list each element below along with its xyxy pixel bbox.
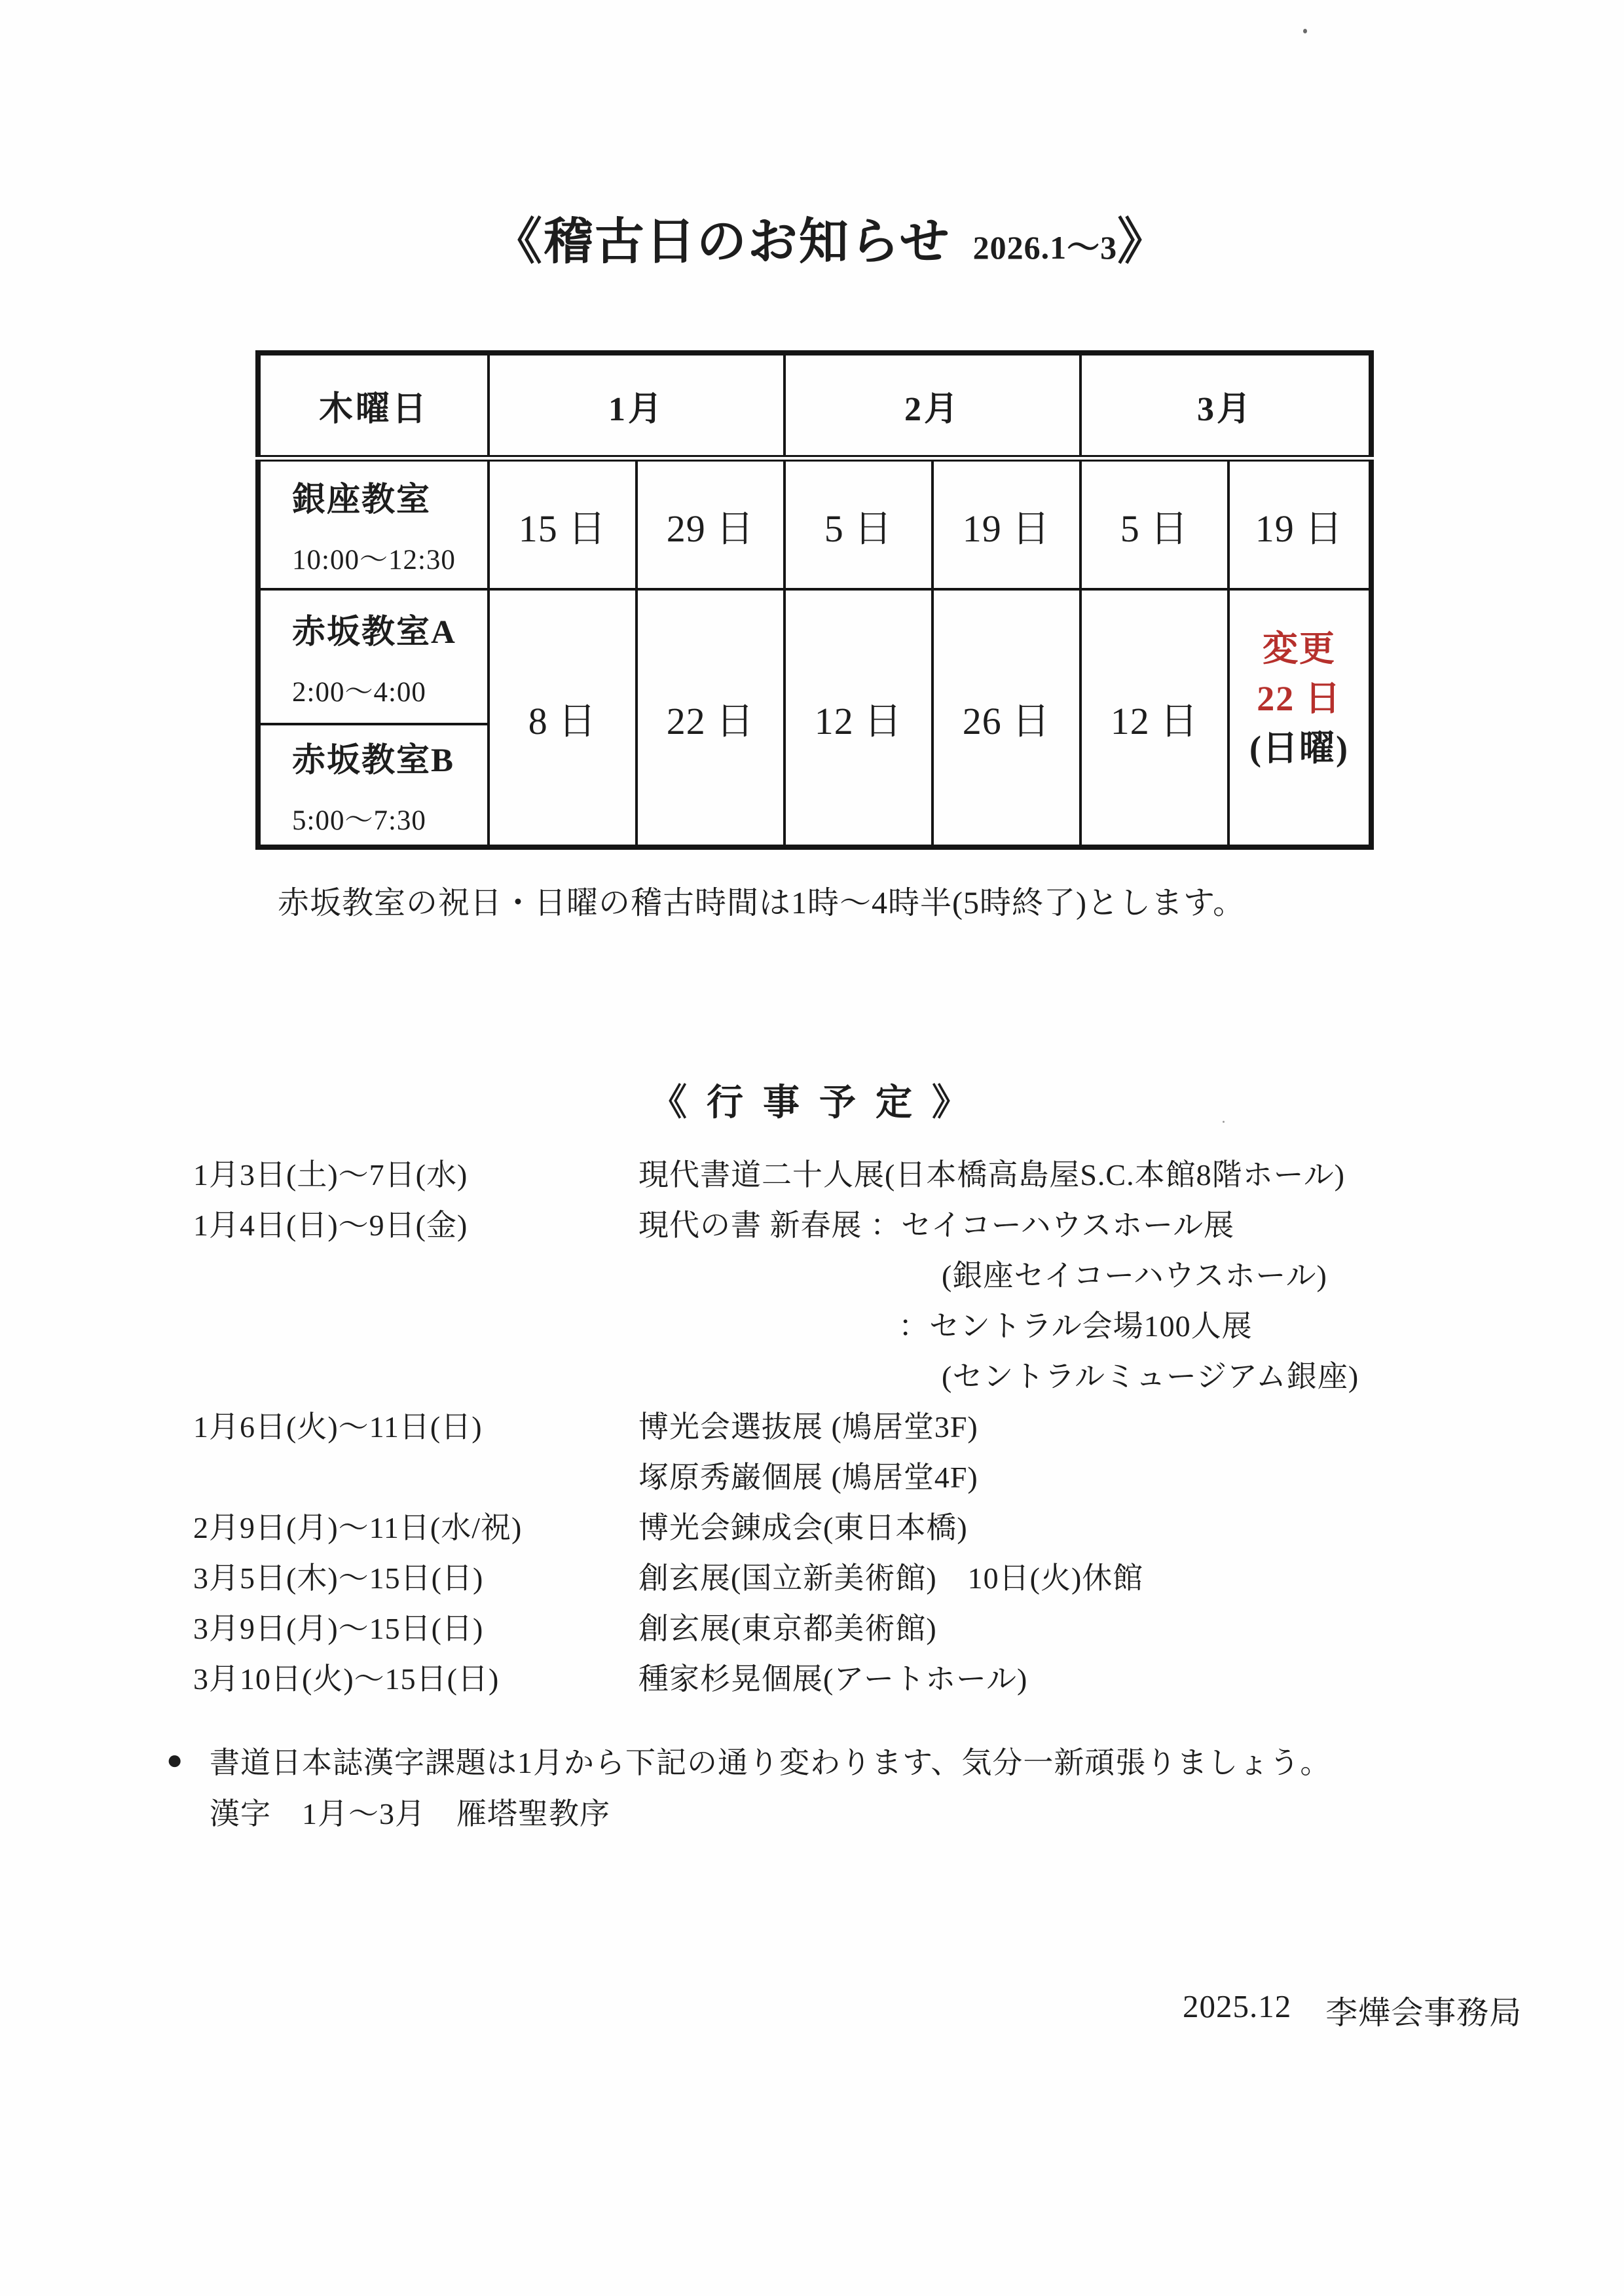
footer-organization: 李燁会事務局 (1325, 1995, 1522, 2031)
event-row (0, 1651, 1624, 1702)
event-description: 現代の書 新春展 ：セイコーハウスホール展 (638, 1208, 1235, 1242)
event-date: 1月3日(土)～7日(水) (193, 1157, 468, 1192)
event-date: 3月9日(月)～15日(日) (193, 1611, 484, 1645)
room-label-akasaka-a (258, 589, 489, 724)
change-day: 22 日 (1257, 679, 1342, 718)
room-time: 2:00～4:00 (292, 676, 426, 708)
title-close-bracket: 》 (1117, 215, 1169, 270)
event-row (0, 1601, 1624, 1651)
event-description: 種家杉晃個展(アートホール) (638, 1662, 1028, 1696)
events-heading: 《 行 事 予 定 》 (650, 1083, 974, 1123)
table-row-ginza (258, 458, 1371, 589)
event-description-continuation: (セントラルミュージアム銀座) (942, 1359, 1359, 1393)
event-description: 博光会錬成会(東日本橋) (638, 1510, 968, 1544)
cell-akasaka-mar-2-changed (1228, 589, 1371, 847)
scan-speck (1223, 1121, 1225, 1123)
cell-ginza-mar-1: 5 日 (1080, 458, 1228, 589)
event-description: 創玄展(東京都美術館) (638, 1611, 937, 1645)
event-description-continuation: (銀座セイコーハウスホール) (942, 1258, 1327, 1292)
event-row (0, 1248, 1624, 1298)
room-name: 銀座教室 (292, 482, 432, 519)
cell-akasaka-feb-2: 26 日 (932, 589, 1080, 847)
scan-speck (1303, 29, 1307, 33)
month-header-february: 2月 (784, 353, 1080, 458)
change-label: 変更 (1263, 629, 1336, 668)
schedule-note: 赤坂教室の祝日・日曜の稽古時間は1時～4時半(5時終了)とします。 (278, 886, 1246, 920)
event-description: 現代書道二十人展(日本橋高島屋S.C.本館8階ホール) (638, 1157, 1345, 1192)
room-time: 5:00～7:30 (292, 805, 426, 836)
cell-ginza-jan-1: 15 日 (489, 458, 637, 589)
footer-date: 2025.12 (1183, 1988, 1292, 2024)
bullet-icon: ● (166, 1745, 183, 1776)
month-header-march: 3月 (1080, 353, 1371, 458)
notice-line-2 (0, 1786, 1624, 1837)
event-row (0, 1500, 1624, 1550)
month-header-january: 1月 (489, 353, 784, 458)
title-period-text: 2026.1～3 (972, 229, 1118, 266)
event-row (0, 1449, 1624, 1500)
event-description: 創玄展(国立新美術館) 10日(火)休館 (638, 1561, 1144, 1595)
event-row (0, 1147, 1624, 1197)
event-date: 1月4日(日)～9日(金) (193, 1208, 468, 1242)
event-row (0, 1349, 1624, 1399)
event-date: 1月6日(火)～11日(日) (193, 1410, 483, 1444)
event-date: 3月5日(木)～15日(日) (193, 1561, 484, 1595)
table-header-row (258, 353, 1371, 458)
notice-text: 書道日本誌漢字課題は1月から下記の通り変わります、気分一新頑張りましょう。 (210, 1746, 1331, 1779)
event-row (0, 1550, 1624, 1601)
table-row-akasaka-a (258, 589, 1371, 724)
title-open-bracket: 《 (492, 215, 544, 270)
change-block (1230, 624, 1368, 773)
event-date: 2月9日(月)～11日(水/祝) (193, 1510, 523, 1544)
cell-ginza-feb-2: 19 日 (932, 458, 1080, 589)
event-row (0, 1399, 1624, 1449)
cell-akasaka-mar-1: 12 日 (1080, 589, 1228, 847)
event-description-continuation: ：セントラル会場100人展 (898, 1309, 1253, 1343)
cell-akasaka-jan-1: 8 日 (489, 589, 637, 847)
event-row (0, 1197, 1624, 1248)
event-description-continuation: 塚原秀巌個展 (鳩居堂4F) (638, 1460, 978, 1494)
notice-line-1 (0, 1735, 1624, 1786)
cell-ginza-feb-1: 5 日 (784, 458, 932, 589)
title-main-text: 稽古日のお知らせ (543, 215, 951, 270)
event-date: 3月10日(火)～15日(日) (193, 1662, 500, 1696)
kanji-assignment-notice (0, 1735, 1624, 1837)
event-description: 博光会選抜展 (鳩居堂3F) (638, 1410, 978, 1444)
page-title (18, 202, 1624, 273)
room-name: 赤坂教室A (292, 613, 456, 651)
notice-kanji-assignment: 漢字 1月～3月 雁塔聖教序 (210, 1797, 610, 1831)
room-label-ginza (258, 458, 489, 589)
room-name: 赤坂教室B (292, 742, 455, 779)
footer-signature (1183, 1988, 1522, 2033)
event-row (0, 1298, 1624, 1349)
events-list (0, 1147, 1624, 1702)
cell-ginza-mar-2: 19 日 (1228, 458, 1371, 589)
cell-akasaka-jan-2: 22 日 (637, 589, 784, 847)
cell-ginza-jan-2: 29 日 (637, 458, 784, 589)
room-label-akasaka-b (258, 724, 489, 847)
cell-akasaka-feb-1: 12 日 (784, 589, 932, 847)
practice-schedule-table (255, 350, 1374, 850)
change-weekday: (日曜) (1249, 729, 1349, 768)
corner-header-thursday: 木曜日 (258, 353, 489, 458)
room-time: 10:00～12:30 (292, 545, 456, 575)
